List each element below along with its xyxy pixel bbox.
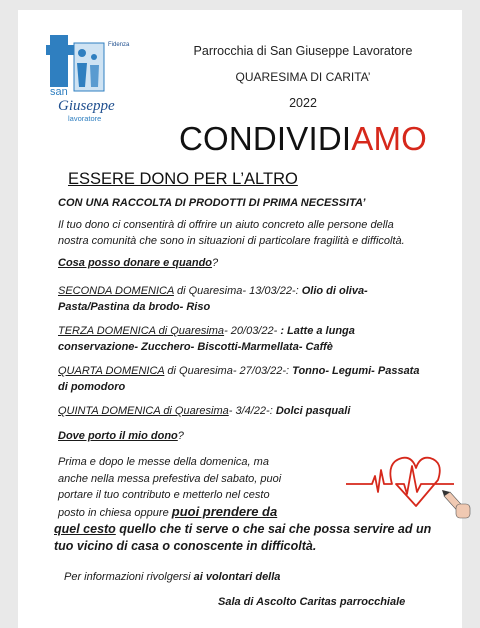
where-line: anche nella messa prefestiva del sabato, puoi [58, 472, 282, 485]
sunday-item [58, 363, 419, 395]
sunday-products: Olio di oliva- [301, 285, 368, 297]
sunday-products-cont: conservazione- Zucchero- Biscotti-Marmellata- Caffè [58, 341, 333, 353]
logo-city: Fidenza [108, 42, 130, 48]
question-what [58, 257, 218, 269]
main-title [148, 120, 458, 158]
flyer-page [18, 10, 462, 628]
heart-ecg-icon [344, 440, 474, 520]
sunday-products-cont: di pomodoro [58, 381, 126, 393]
logo-text-1: san [50, 86, 68, 98]
where-emphasis: puoi prendere da [171, 503, 278, 519]
sunday-name: QUARTA DOMENICA [58, 365, 165, 377]
info-line [64, 571, 280, 583]
sunday-date: - 3/4/22-: [228, 405, 276, 417]
info-text-bold: ai volontari della [193, 571, 281, 583]
sunday-date: - 20/03/22- [224, 325, 281, 337]
question-where [58, 430, 184, 442]
info-text: Per informazioni rivolgersi [64, 571, 194, 583]
parish-logo-icon [46, 35, 142, 135]
sunday-date: di Quaresima- 27/03/22-: [164, 365, 293, 377]
sunday-item [58, 403, 350, 419]
year: 2022 [289, 96, 317, 110]
where-emphasis: quel cesto [54, 522, 116, 536]
collection-heading: CON UNA RACCOLTA DI PRODOTTI DI PRIMA NECESSITA’ [58, 197, 366, 209]
where-line-bold: quello che ti serve o che sai che possa servire ad un [115, 522, 432, 536]
logo-text-2: Giuseppe [58, 98, 115, 114]
intro-line: Il tuo dono ci consentirà di offrire un aiuto concreto alle persone della [58, 219, 394, 231]
title-red: AMO [351, 120, 428, 157]
title-black: CONDIVIDI [178, 120, 352, 157]
logo-text-3: lavoratore [68, 114, 102, 123]
sunday-products: : Latte a lunga [280, 325, 355, 337]
where-line: Prima e dopo le messe della domenica, ma [58, 456, 269, 468]
question-mark: ? [177, 430, 184, 442]
intro-line: nostra comunità che sono in situazioni di particolare fragilità e difficoltà. [58, 235, 405, 247]
sunday-name: QUINTA DOMENICA di Quaresima [58, 405, 229, 417]
sunday-products-cont: Pasta/Pastina da brodo- Riso [58, 301, 211, 313]
signature: Sala di Ascolto Caritas parrocchiale [218, 596, 406, 608]
sunday-item [58, 283, 368, 315]
intro-paragraph [58, 217, 405, 249]
sunday-name: TERZA DOMENICA di Quaresima [58, 325, 225, 337]
where-line: portare il tuo contributo e metterlo nel cesto [58, 489, 270, 501]
sunday-item [58, 323, 355, 355]
logo-graphic [46, 35, 142, 135]
heart-ecg-graphic [344, 440, 474, 520]
campaign-name: QUARESIMA DI CARITA’ [235, 70, 371, 84]
where-line: posto in chiesa oppure [58, 506, 172, 519]
sunday-name: SECONDA DOMENICA [58, 285, 174, 297]
sunday-products: Dolci pasquali [275, 405, 351, 417]
question-where-text: Dove porto il mio dono [58, 430, 178, 442]
sunday-date: di Quaresima- 13/03/22-: [173, 285, 302, 297]
parish-name: Parrocchia di San Giuseppe Lavoratore [193, 44, 413, 58]
where-line-bold: tuo vicino di casa o conoscente in difficoltà. [54, 538, 317, 553]
sunday-products: Tonno- Legumi- Passata [292, 365, 420, 377]
subtitle: ESSERE DONO PER L’ALTRO [68, 170, 298, 188]
question-what-text: Cosa posso donare e quando [58, 257, 213, 269]
question-mark: ? [212, 257, 219, 269]
